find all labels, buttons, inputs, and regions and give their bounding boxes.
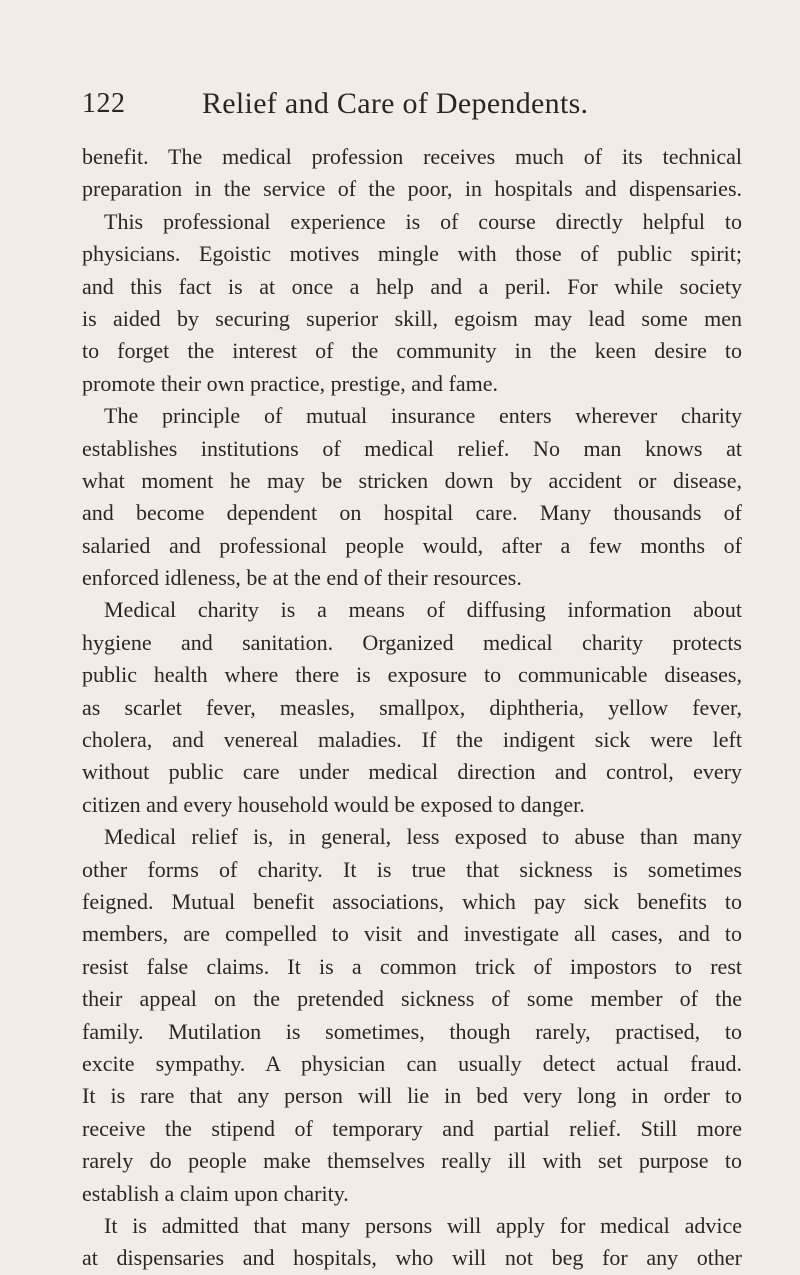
- text-line: establishes institutions of medical relief. No man knows at: [82, 435, 742, 461]
- text-line: Medical charity is a means of diffusing information about: [104, 597, 742, 623]
- running-head: Relief and Care of Dependents.: [202, 87, 589, 120]
- text-line: This professional experience is of course directly helpful to: [104, 208, 742, 234]
- text-line: as scarlet fever, measles, smallpox, diphtheria, yellow fever,: [82, 694, 742, 720]
- text-line: members, are compelled to visit and investigate all cases, and to: [82, 921, 742, 947]
- text-line: benefit. The medical profession receives much of its technical: [82, 144, 742, 169]
- text-line: salaried and professional people would, after a few months of: [82, 532, 742, 558]
- text-line: It is rare that any person will lie in bed very long in order to: [82, 1083, 742, 1109]
- page-header: [82, 86, 722, 126]
- text-line: It is admitted that many persons will apply for medical advice: [104, 1212, 742, 1238]
- text-line: The principle of mutual insurance enters wherever charity: [104, 403, 742, 429]
- text-line: other forms of charity. It is true that sickness is sometimes: [82, 856, 742, 882]
- text-line: to forget the interest of the community in the keen desire to: [82, 338, 742, 364]
- text-line: rarely do people make themselves really ill with set purpose to: [82, 1148, 742, 1174]
- text-line: promote their own practice, prestige, and fame.: [82, 370, 499, 396]
- text-line: citizen and every household would be exposed to danger.: [82, 791, 585, 817]
- text-line: cholera, and venereal maladies. If the indigent sick were left: [82, 727, 742, 753]
- text-line: and this fact is at once a help and a peril. For while society: [82, 273, 742, 299]
- text-line: their appeal on the pretended sickness of some member of the: [82, 986, 742, 1012]
- text-line: without public care under medical direction and control, every: [82, 759, 742, 785]
- text-line: family. Mutilation is sometimes, though rarely, practised, to: [82, 1018, 742, 1044]
- text-line: is aided by securing superior skill, egoism may lead some men: [82, 305, 742, 331]
- text-line: preparation in the service of the poor, in hospitals and dispensaries.: [82, 176, 742, 202]
- text-line: excite sympathy. A physician can usually detect actual fraud.: [82, 1050, 742, 1076]
- page-number: 122: [82, 88, 126, 119]
- text-line: public health where there is exposure to communicable diseases,: [82, 662, 742, 688]
- text-line: enforced idleness, be at the end of their resources.: [82, 565, 522, 591]
- text-line: physicians. Egoistic motives mingle with those of public spirit;: [82, 241, 742, 267]
- text-line: and become dependent on hospital care. Many thousands of: [82, 500, 742, 526]
- text-line: receive the stipend of temporary and partial relief. Still more: [82, 1115, 742, 1141]
- text-line: Medical relief is, in general, less exposed to abuse than many: [104, 824, 742, 850]
- text-line: what moment he may be stricken down by accident or disease,: [82, 467, 742, 493]
- text-line: feigned. Mutual benefit associations, which pay sick benefits to: [82, 888, 742, 914]
- text-line: hygiene and sanitation. Organized medical charity protects: [82, 629, 742, 655]
- text-line: at dispensaries and hospitals, who will not beg for any other: [82, 1245, 742, 1271]
- body-text: [82, 141, 742, 1275]
- text-line: resist false claims. It is a common trick of impostors to rest: [82, 953, 742, 979]
- text-line: establish a claim upon charity.: [82, 1180, 349, 1206]
